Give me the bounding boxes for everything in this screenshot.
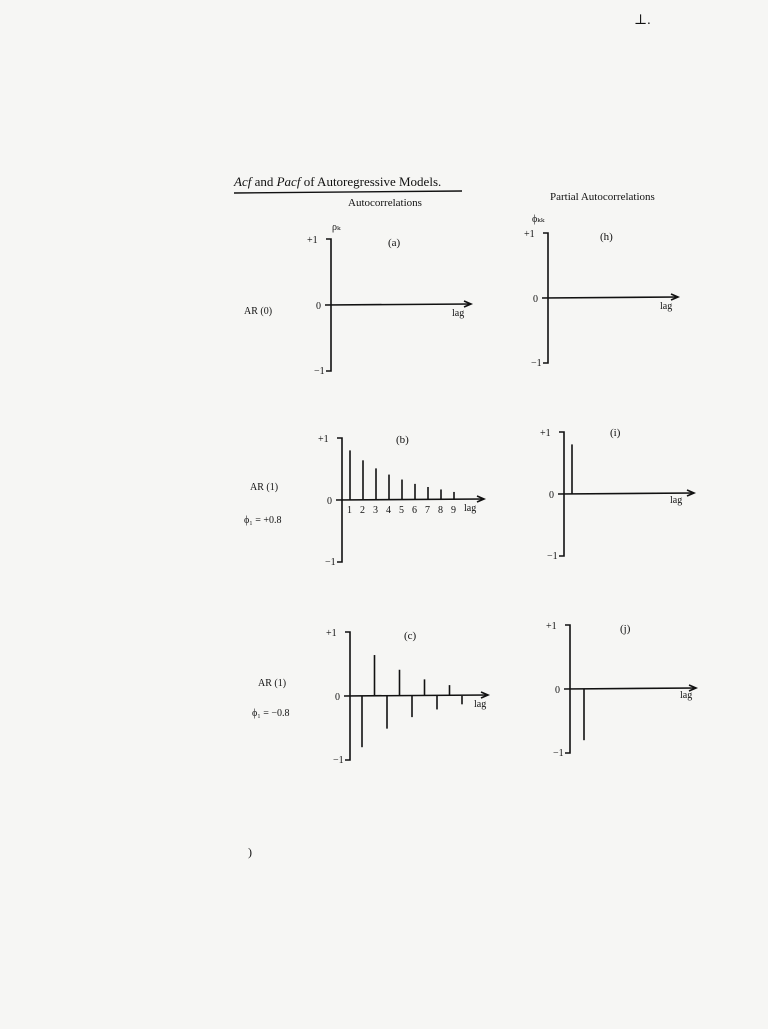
row-label-ar0: AR (0) bbox=[244, 306, 273, 317]
tick-label-plus-one: +1 bbox=[524, 229, 535, 240]
lag-label: lag bbox=[670, 495, 683, 506]
panel-c bbox=[326, 628, 488, 766]
x-tick-label: 8 bbox=[438, 505, 443, 516]
tick-label-plus-one: +1 bbox=[307, 235, 318, 246]
panel-a bbox=[307, 235, 471, 377]
panel-label: (a) bbox=[388, 237, 401, 249]
lag-label: lag bbox=[464, 503, 477, 514]
lag-axis bbox=[542, 297, 678, 298]
tick-label-zero: 0 bbox=[533, 294, 538, 305]
panel-b bbox=[318, 434, 484, 568]
tick-label-zero: 0 bbox=[549, 490, 554, 501]
x-tick-label: 1 bbox=[347, 505, 352, 516]
panels bbox=[307, 229, 696, 766]
row-label-ar1-pos: AR (1) bbox=[250, 482, 279, 493]
tick-label-plus-one: +1 bbox=[318, 434, 329, 445]
panel-i bbox=[540, 427, 694, 562]
figure-title: Acf and Pacf of Autoregressive Models. bbox=[234, 174, 442, 189]
x-tick-label: 6 bbox=[412, 505, 417, 516]
panel-h bbox=[524, 229, 678, 369]
acf-column-heading: Autocorrelations bbox=[348, 197, 422, 209]
panel-label: (h) bbox=[600, 231, 613, 243]
tick-label-zero: 0 bbox=[555, 685, 560, 696]
title-underline bbox=[234, 191, 462, 193]
corner-mark: ⊥. bbox=[634, 13, 651, 28]
tick-label-plus-one: +1 bbox=[540, 428, 551, 439]
panel-j bbox=[546, 621, 696, 759]
x-tick-label: 2 bbox=[360, 505, 365, 516]
lag-axis bbox=[344, 695, 488, 696]
tick-label-minus-one: −1 bbox=[553, 748, 564, 759]
lag-axis bbox=[325, 304, 471, 305]
tick-label-minus-one: −1 bbox=[314, 366, 325, 377]
tick-label-minus-one: −1 bbox=[547, 551, 558, 562]
lag-axis bbox=[336, 499, 484, 500]
lag-axis bbox=[558, 493, 694, 494]
panel-label: (i) bbox=[610, 427, 621, 439]
tick-label-zero: 0 bbox=[316, 301, 321, 312]
tick-label-minus-one: −1 bbox=[531, 358, 542, 369]
row-label-ar1-neg: AR (1) bbox=[258, 678, 287, 689]
tick-label-zero: 0 bbox=[335, 692, 340, 703]
lag-label: lag bbox=[452, 308, 465, 319]
stray-mark: ) bbox=[248, 845, 252, 859]
tick-label-minus-one: −1 bbox=[333, 755, 344, 766]
panel-label: (b) bbox=[396, 434, 409, 446]
x-tick-label: 3 bbox=[373, 505, 378, 516]
lag-label: lag bbox=[660, 301, 673, 312]
tick-label-zero: 0 bbox=[327, 496, 332, 507]
tick-label-minus-one: −1 bbox=[325, 557, 336, 568]
lag-label: lag bbox=[474, 699, 487, 710]
row-param-ar1-neg: ϕ₁ = −0.8 bbox=[252, 708, 290, 719]
lag-axis bbox=[564, 688, 696, 689]
x-tick-label: 4 bbox=[386, 505, 391, 516]
pacf-column-heading: Partial Autocorrelations bbox=[550, 191, 655, 203]
tick-label-plus-one: +1 bbox=[546, 621, 557, 632]
x-tick-label: 9 bbox=[451, 505, 456, 516]
lag-label: lag bbox=[680, 690, 693, 701]
acf-symbol: ρₖ bbox=[332, 222, 341, 233]
x-tick-label: 7 bbox=[425, 505, 430, 516]
row-param-ar1-pos: ϕ₁ = +0.8 bbox=[244, 515, 282, 526]
tick-label-plus-one: +1 bbox=[326, 628, 337, 639]
pacf-symbol: ϕₖₖ bbox=[532, 214, 545, 225]
panel-label: (c) bbox=[404, 630, 417, 642]
panel-label: (j) bbox=[620, 623, 631, 635]
x-tick-label: 5 bbox=[399, 505, 404, 516]
